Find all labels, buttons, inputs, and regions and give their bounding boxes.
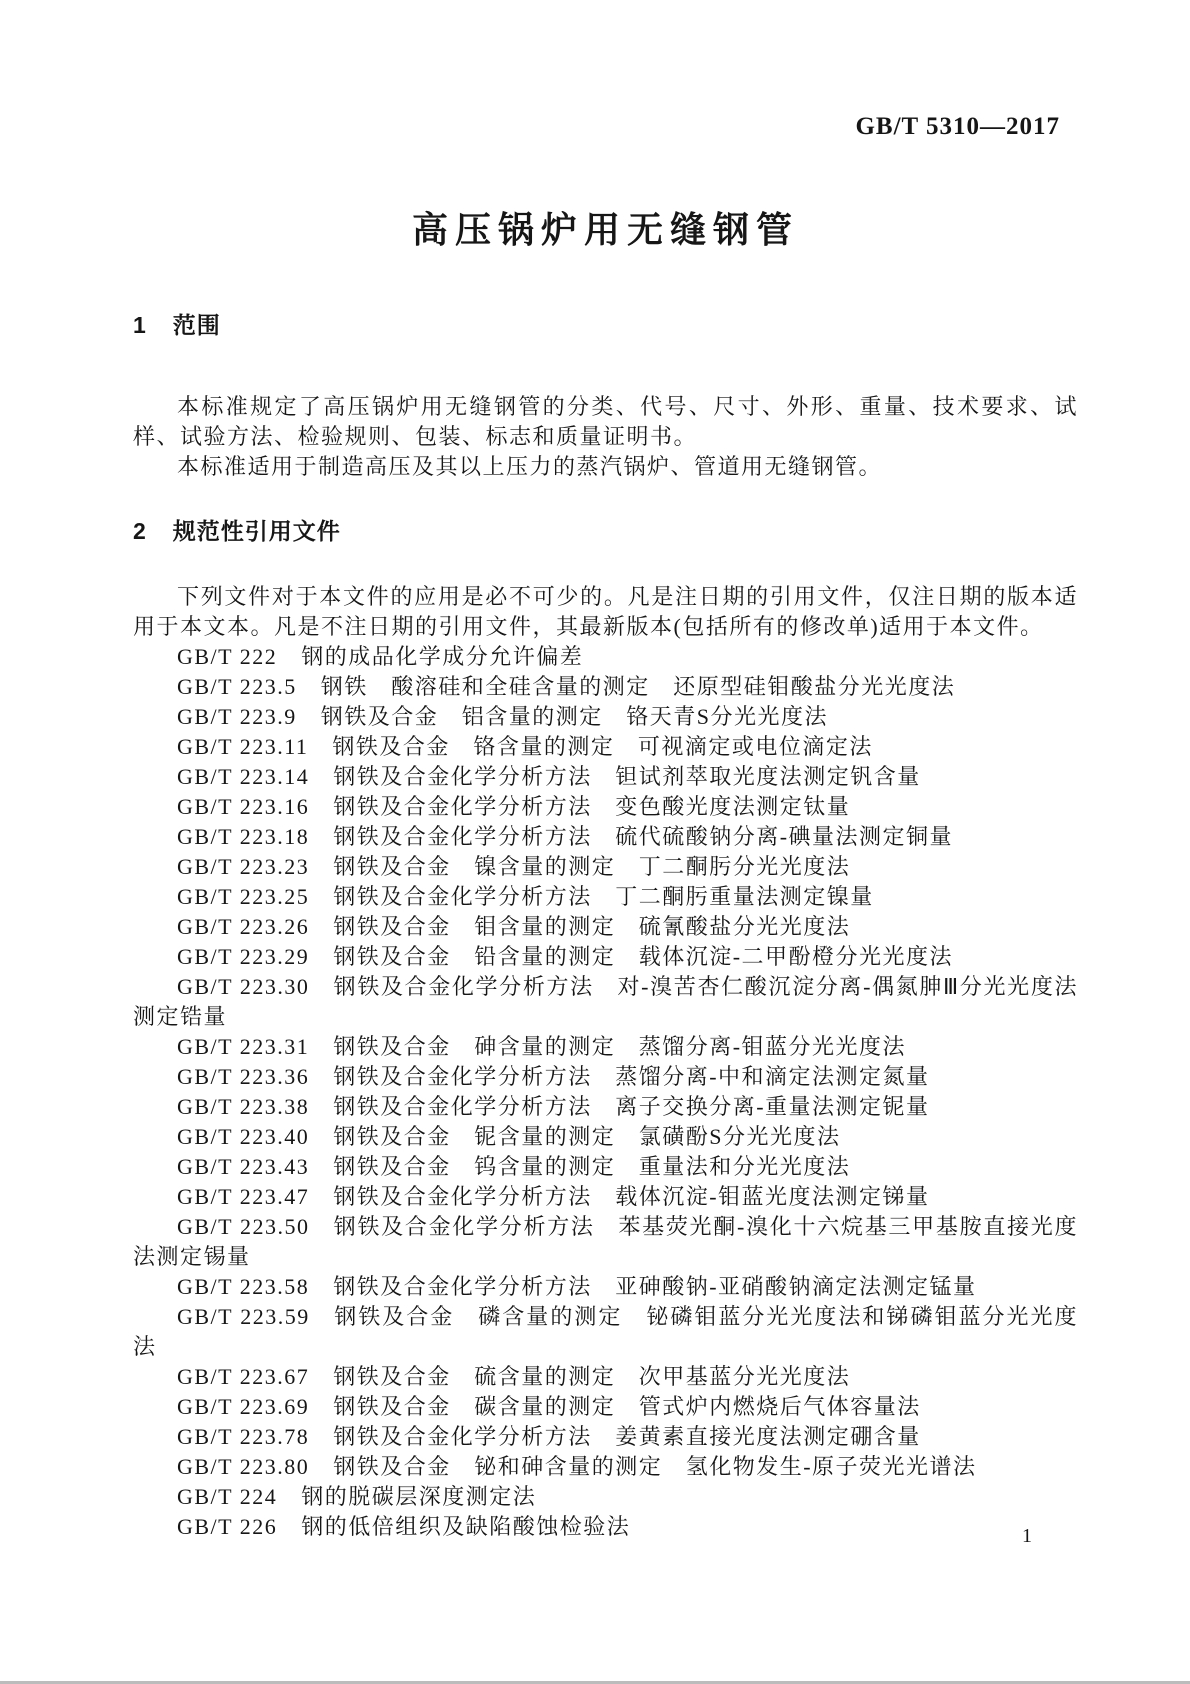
reference-title: 钢的成品化学成分允许偏差 — [301, 644, 584, 669]
reference-item — [133, 762, 1078, 792]
reference-item — [133, 1272, 1078, 1302]
reference-item — [133, 1422, 1078, 1452]
reference-item — [133, 852, 1078, 882]
reference-title: 钢铁及合金 钨含量的测定 重量法和分光光度法 — [333, 1154, 851, 1179]
reference-code: GB/T 223.43 — [177, 1154, 310, 1179]
reference-title: 钢铁及合金 铅含量的测定 载体沉淀-二甲酚橙分光光度法 — [333, 944, 954, 969]
reference-code: GB/T 223.80 — [177, 1454, 310, 1479]
reference-code: GB/T 223.67 — [177, 1364, 310, 1389]
reference-title: 钢铁及合金化学分析方法 变色酸光度法测定钛量 — [333, 794, 851, 819]
scope-paragraph-1: 本标准规定了高压锅炉用无缝钢管的分类、代号、尺寸、外形、重量、技术要求、试样、试验方法、检验规则、包装、标志和质量证明书。 — [133, 394, 1078, 449]
reference-title: 钢铁及合金 铬含量的测定 可视滴定或电位滴定法 — [332, 734, 873, 759]
reference-title: 钢铁及合金化学分析方法 亚砷酸钠-亚硝酸钠滴定法测定锰量 — [333, 1274, 977, 1299]
document-title: 高压锅炉用无缝钢管 — [411, 209, 799, 250]
reference-code: GB/T 223.78 — [177, 1424, 310, 1449]
reference-title: 钢铁及合金 碳含量的测定 管式炉内燃烧后气体容量法 — [333, 1394, 921, 1419]
reference-code: GB/T 223.30 — [177, 974, 310, 999]
normative-references-intro: 下列文件对于本文件的应用是必不可少的。凡是注日期的引用文件，仅注日期的版本适用于本文本。凡是不注日期的引用文件，其最新版本(包括所有的修改单)适用于本文件。 — [133, 584, 1078, 639]
reference-item — [133, 1302, 1078, 1362]
reference-title: 钢铁及合金化学分析方法 硫代硫酸钠分离-碘量法测定铜量 — [333, 824, 954, 849]
reference-code: GB/T 223.18 — [177, 824, 310, 849]
reference-title: 钢铁及合金化学分析方法 钽试剂萃取光度法测定钒含量 — [333, 764, 921, 789]
reference-code: GB/T 223.31 — [177, 1034, 310, 1059]
section-1-heading — [133, 310, 1078, 340]
reference-code: GB/T 223.16 — [177, 794, 310, 819]
reference-item — [133, 972, 1078, 1032]
reference-list — [133, 642, 1078, 1542]
reference-code: GB/T 223.58 — [177, 1274, 310, 1299]
reference-code: GB/T 223.9 — [177, 704, 297, 729]
reference-title: 钢铁及合金化学分析方法 丁二酮肟重量法测定镍量 — [333, 884, 874, 909]
reference-title: 钢铁及合金 硫含量的测定 次甲基蓝分光光度法 — [333, 1364, 851, 1389]
reference-item — [133, 1182, 1078, 1212]
reference-code: GB/T 222 — [177, 644, 278, 669]
reference-title: 钢的脱碳层深度测定法 — [301, 1484, 537, 1509]
reference-code: GB/T 223.11 — [177, 734, 309, 759]
section-2-title: 规范性引用文件 — [172, 518, 341, 544]
reference-title: 钢铁及合金 镍含量的测定 丁二酮肟分光光度法 — [333, 854, 851, 879]
reference-code: GB/T 223.23 — [177, 854, 310, 879]
section-1-number: 1 — [133, 312, 147, 338]
reference-title: 钢铁及合金化学分析方法 苯基荧光酮-溴化十六烷基三甲基胺直接光度法测定锡量 — [133, 1214, 1078, 1269]
reference-code: GB/T 223.38 — [177, 1094, 310, 1119]
reference-title: 钢铁及合金 钼含量的测定 硫氰酸盐分光光度法 — [333, 914, 851, 939]
reference-title: 钢的低倍组织及缺陷酸蚀检验法 — [301, 1514, 631, 1539]
section-1-title: 范围 — [172, 312, 221, 338]
reference-item — [133, 1032, 1078, 1062]
reference-item — [133, 882, 1078, 912]
reference-code: GB/T 223.50 — [177, 1214, 310, 1239]
reference-title: 钢铁及合金 砷含量的测定 蒸馏分离-钼蓝分光光度法 — [333, 1034, 907, 1059]
reference-title: 钢铁及合金化学分析方法 蒸馏分离-中和滴定法测定氮量 — [333, 1064, 930, 1089]
reference-code: GB/T 223.29 — [177, 944, 310, 969]
reference-item — [133, 1392, 1078, 1422]
reference-item — [133, 1362, 1078, 1392]
reference-title: 钢铁及合金 铋和砷含量的测定 氢化物发生-原子荧光光谱法 — [333, 1454, 977, 1479]
page-number: 1 — [1022, 1525, 1032, 1547]
reference-code: GB/T 224 — [177, 1484, 278, 1509]
reference-title: 钢铁及合金化学分析方法 离子交换分离-重量法测定铌量 — [333, 1094, 930, 1119]
reference-item — [133, 1122, 1078, 1152]
reference-item — [133, 1152, 1078, 1182]
reference-title: 钢铁及合金化学分析方法 载体沉淀-钼蓝光度法测定锑量 — [333, 1184, 930, 1209]
reference-item — [133, 1512, 1078, 1542]
reference-code: GB/T 223.47 — [177, 1184, 310, 1209]
reference-item — [133, 822, 1078, 852]
reference-item — [133, 1092, 1078, 1122]
reference-title: 钢铁及合金化学分析方法 对-溴苦杏仁酸沉淀分离-偶氮胂Ⅲ分光光度法测定锆量 — [133, 974, 1079, 1029]
reference-item — [133, 702, 1078, 732]
reference-item — [133, 792, 1078, 822]
reference-code: GB/T 223.14 — [177, 764, 310, 789]
reference-item — [133, 732, 1078, 762]
reference-title: 钢铁及合金化学分析方法 姜黄素直接光度法测定硼含量 — [333, 1424, 921, 1449]
reference-code: GB/T 223.40 — [177, 1124, 310, 1149]
reference-code: GB/T 223.59 — [177, 1304, 310, 1329]
reference-title: 钢铁及合金 铝含量的测定 铬天青S分光光度法 — [320, 704, 828, 729]
reference-item — [133, 672, 1078, 702]
reference-item — [133, 1482, 1078, 1512]
reference-item — [133, 642, 1078, 672]
reference-item — [133, 912, 1078, 942]
reference-title: 钢铁及合金 磷含量的测定 铋磷钼蓝分光光度法和锑磷钼蓝分光光度法 — [133, 1304, 1078, 1359]
reference-code: GB/T 223.25 — [177, 884, 310, 909]
standard-code-header: GB/T 5310—2017 — [855, 113, 1060, 140]
reference-item — [133, 942, 1078, 972]
reference-code: GB/T 223.36 — [177, 1064, 310, 1089]
reference-title: 钢铁及合金 铌含量的测定 氯磺酚S分光光度法 — [333, 1124, 841, 1149]
section-2-number: 2 — [133, 518, 147, 544]
reference-title: 钢铁 酸溶硅和全硅含量的测定 还原型硅钼酸盐分光光度法 — [320, 674, 956, 699]
scope-paragraph-2: 本标准适用于制造高压及其以上压力的蒸汽锅炉、管道用无缝钢管。 — [177, 454, 883, 479]
reference-item — [133, 1452, 1078, 1482]
reference-item — [133, 1212, 1078, 1272]
reference-code: GB/T 223.5 — [177, 674, 297, 699]
section-2-heading — [133, 516, 1078, 546]
reference-code: GB/T 226 — [177, 1514, 278, 1539]
reference-code: GB/T 223.26 — [177, 914, 310, 939]
reference-item — [133, 1062, 1078, 1092]
reference-code: GB/T 223.69 — [177, 1394, 310, 1419]
